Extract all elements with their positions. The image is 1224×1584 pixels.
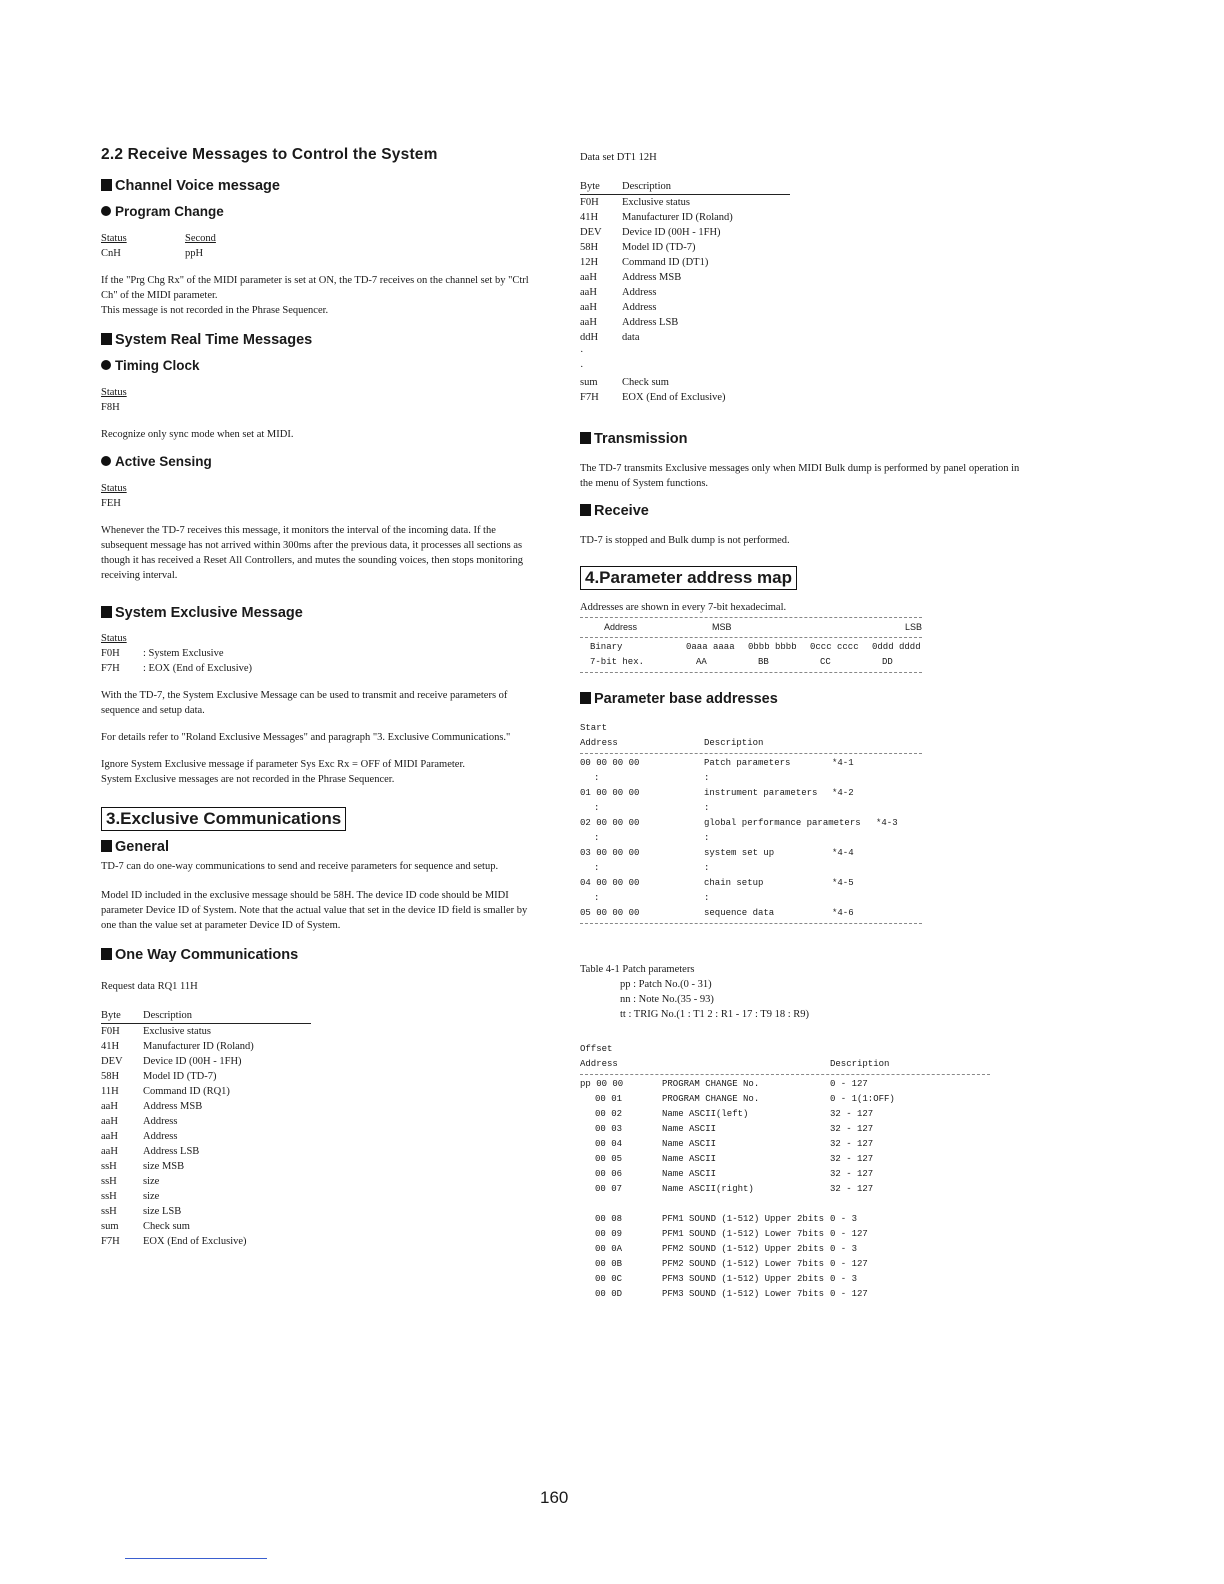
- table-row: : :: [594, 773, 710, 783]
- table-row: 00 07 Name ASCII(right) 32 - 127: [595, 1184, 874, 1194]
- table-row: aaH Address: [580, 287, 657, 298]
- heading-system-real-time: System Real Time Messages: [101, 332, 531, 348]
- heading-parameter-base: Parameter base addresses: [580, 691, 930, 707]
- address-note: Addresses are shown in every 7-bit hexadecimal.: [580, 602, 787, 613]
- se-paragraph-3: Ignore System Exclusive message if parameter Sys Exc Rx = OFF of MIDI Parameter. System Exclusive messages are not recorded in the Phrase Sequencer.: [101, 759, 466, 785]
- table-row: 58H Model ID (TD-7): [580, 242, 696, 253]
- square-bullet-icon: [101, 179, 112, 191]
- as-paragraph: Whenever the TD-7 receives this message, it monitors the interval of the incoming data. If the subsequent message has not arrived within 300ms after the previous data, it processes all sections as though it has received a Reset All Controllers, and mutes the sounding voices, then stops monitoring receiving interval.: [101, 525, 523, 581]
- table-row: aaH Address: [101, 1131, 178, 1142]
- base-header: Start: [580, 723, 608, 733]
- table-row: 00 04 Name ASCII 32 - 127: [595, 1139, 874, 1149]
- dt1-table: [580, 195, 930, 405]
- page-number: 160: [540, 1488, 569, 1507]
- table-row: F0H Exclusive status: [101, 1026, 211, 1037]
- heading-transmission: Transmission: [580, 431, 930, 447]
- table-row: 03 00 00 00 system set up *4-4: [580, 848, 854, 858]
- data-set-label: Data set DT1 12H: [580, 152, 657, 163]
- table-row: 00 0D PFM3 SOUND (1-512) Lower 7bits 0 - 127: [595, 1289, 868, 1299]
- round-bullet-icon: [101, 360, 111, 370]
- table-row: 00 03 Name ASCII 32 - 127: [595, 1124, 874, 1134]
- square-bullet-icon: [101, 333, 112, 345]
- address-format-table: [580, 617, 922, 673]
- ellipsis-dot: ·: [580, 362, 584, 373]
- heading-system-exclusive: System Exclusive Message: [101, 605, 531, 621]
- table-row: 04 00 00 00 chain setup *4-5: [580, 878, 854, 888]
- table-row: 00 08 PFM1 SOUND (1-512) Upper 2bits 0 - 3: [595, 1214, 858, 1224]
- offset-header: Address Description: [580, 1059, 890, 1069]
- table-4-1-title: Table 4-1 Patch parameters: [580, 964, 695, 975]
- table-row: ddH data: [580, 332, 640, 343]
- offset-header: Offset: [580, 1044, 613, 1054]
- table-4-1-line: tt : TRIG No.(1 : T1 2 : R1 - 17 : T9 18 : R9): [620, 1009, 810, 1020]
- table-row: F7H EOX (End of Exclusive): [580, 392, 726, 403]
- heading-channel-voice: Channel Voice message: [101, 178, 531, 194]
- table-row: ssH size MSB: [101, 1161, 185, 1172]
- table-row: aaH Address: [101, 1116, 178, 1127]
- ellipsis-dot: ·: [580, 347, 584, 358]
- table-row: 02 00 00 00 global performance parameters *4-3: [580, 818, 898, 828]
- request-data-label: Request data RQ1 11H: [101, 981, 198, 992]
- se-status-head: Status: [101, 633, 127, 644]
- table-row: pp 00 00 PROGRAM CHANGE No. 0 - 127: [580, 1079, 868, 1089]
- heading-timing-clock: Timing Clock: [101, 358, 531, 373]
- table-row: 05 00 00 00 sequence data *4-6: [580, 908, 854, 918]
- tc-status-head: Status: [101, 387, 127, 398]
- table-row: : :: [594, 833, 710, 843]
- table-row: aaH Address MSB: [101, 1101, 203, 1112]
- table-row: 12H Command ID (DT1): [580, 257, 709, 268]
- divider: [580, 1074, 990, 1075]
- table-row: aaH Address: [580, 302, 657, 313]
- base-header: Address Description: [580, 738, 764, 748]
- table-row: aaH Address MSB: [580, 272, 682, 283]
- round-bullet-icon: [101, 206, 111, 216]
- square-bullet-icon: [101, 948, 112, 960]
- base-address-table: [580, 721, 922, 924]
- address-format-header: Address MSB LSB: [604, 622, 922, 632]
- heading-parameter-address-map: 4.Parameter address map: [580, 566, 797, 590]
- divider: [580, 672, 922, 673]
- table-row: aaH Address LSB: [580, 317, 679, 328]
- receive-paragraph: TD-7 is stopped and Bulk dump is not performed.: [580, 535, 790, 546]
- square-bullet-icon: [580, 432, 591, 444]
- table-row: 00 00 00 00 Patch parameters *4-1: [580, 758, 854, 768]
- address-format-binary: Binary 0aaa aaaa 0bbb bbbb 0ccc cccc 0ddd dddd: [590, 642, 921, 652]
- se-row: F0H : System Exclusive: [101, 648, 224, 659]
- as-status-head: Status: [101, 483, 127, 494]
- pc-paragraph: If the "Prg Chg Rx" of the MIDI parameter is set at ON, the TD-7 receives on the channel set by "Ctrl Ch" of the MIDI parameter. This message is not recorded in the Phrase Sequencer.: [101, 275, 529, 316]
- table-row: 41H Manufacturer ID (Roland): [101, 1041, 254, 1052]
- table-row: 00 01 PROGRAM CHANGE No. 0 - 1(1:OFF): [595, 1094, 895, 1104]
- table-row: 00 0B PFM2 SOUND (1-512) Lower 7bits 0 - 127: [595, 1259, 868, 1269]
- table-row: 00 05 Name ASCII 32 - 127: [595, 1154, 874, 1164]
- table-row: ssH size LSB: [101, 1206, 182, 1217]
- patch-parameters-table: [580, 1042, 990, 1302]
- as-status-value: FEH: [101, 498, 121, 509]
- dt1-table-header: Byte Description: [580, 179, 790, 195]
- table-row: : :: [594, 803, 710, 813]
- divider: [580, 617, 922, 618]
- table-row: DEV Device ID (00H - 1FH): [580, 227, 721, 238]
- table-row: : :: [594, 863, 710, 873]
- table-4-1-line: nn : Note No.(35 - 93): [620, 994, 714, 1005]
- heading-general: General: [101, 839, 531, 855]
- pc-status-values: CnH ppH: [101, 248, 204, 259]
- table-row: 00 09 PFM1 SOUND (1-512) Lower 7bits 0 - 127: [595, 1229, 868, 1239]
- divider: [580, 923, 922, 924]
- right-column: [580, 150, 1020, 1302]
- table-row: 58H Model ID (TD-7): [101, 1071, 217, 1082]
- table-4-1-line: pp : Patch No.(0 - 31): [620, 979, 712, 990]
- se-paragraph-1: With the TD-7, the System Exclusive Message can be used to transmit and receive parameters of sequence and setup data.: [101, 690, 508, 716]
- table-row: 00 0A PFM2 SOUND (1-512) Upper 2bits 0 - 3: [595, 1244, 858, 1254]
- rq1-table: [101, 1024, 531, 1249]
- table-row: sum Check sum: [580, 377, 669, 388]
- square-bullet-icon: [101, 606, 112, 618]
- table-row: : :: [594, 893, 710, 903]
- footer-rule: [125, 1558, 267, 1559]
- table-row: ssH size: [101, 1176, 160, 1187]
- transmission-paragraph: The TD-7 transmits Exclusive messages only when MIDI Bulk dump is performed by panel operation in the menu of System functions.: [580, 463, 1020, 489]
- square-bullet-icon: [580, 692, 591, 704]
- left-column: [101, 146, 531, 1249]
- table-row: 00 06 Name ASCII 32 - 127: [595, 1169, 874, 1179]
- table-row: DEV Device ID (00H - 1FH): [101, 1056, 242, 1067]
- table-row: F0H Exclusive status: [580, 197, 690, 208]
- heading-program-change: Program Change: [101, 204, 531, 219]
- heading-active-sensing: Active Sensing: [101, 454, 531, 469]
- tc-paragraph: Recognize only sync mode when set at MIDI.: [101, 429, 294, 440]
- divider: [580, 753, 922, 754]
- heading-receive: Receive: [580, 503, 930, 519]
- table-row: F7H EOX (End of Exclusive): [101, 1236, 247, 1247]
- round-bullet-icon: [101, 456, 111, 466]
- table-row: ssH size: [101, 1191, 160, 1202]
- pc-status-head: Status Second: [101, 233, 216, 244]
- general-paragraph: TD-7 can do one-way communications to send and receive parameters for sequence and setup.: [101, 861, 499, 872]
- divider: [580, 637, 922, 638]
- table-row: 01 00 00 00 instrument parameters *4-2: [580, 788, 854, 798]
- se-paragraph-2: For details refer to "Roland Exclusive Messages" and paragraph "3. Exclusive Communications.": [101, 732, 511, 743]
- rq1-table-header: Byte Description: [101, 1008, 311, 1024]
- se-row: F7H : EOX (End of Exclusive): [101, 663, 253, 674]
- table-row: aaH Address LSB: [101, 1146, 200, 1157]
- table-row: 00 02 Name ASCII(left) 32 - 127: [595, 1109, 874, 1119]
- heading-exclusive-communications: 3.Exclusive Communications: [101, 807, 346, 831]
- section-title: 2.2 Receive Messages to Control the System: [101, 146, 438, 163]
- square-bullet-icon: [101, 840, 112, 852]
- heading-one-way: One Way Communications: [101, 947, 531, 963]
- tc-status-value: F8H: [101, 402, 120, 413]
- table-row: 41H Manufacturer ID (Roland): [580, 212, 733, 223]
- table-row: 11H Command ID (RQ1): [101, 1086, 230, 1097]
- address-format-hex: 7-bit hex. AA BB CC DD: [590, 657, 893, 667]
- square-bullet-icon: [580, 504, 591, 516]
- model-id-paragraph: Model ID included in the exclusive message should be 58H. The device ID code should be MIDI parameter Device ID of System. Note that the actual value that set in the device ID field is smaller by one than the value set at parameter Device ID of System.: [101, 890, 528, 931]
- table-row: 00 0C PFM3 SOUND (1-512) Upper 2bits 0 - 3: [595, 1274, 858, 1284]
- table-row: sum Check sum: [101, 1221, 190, 1232]
